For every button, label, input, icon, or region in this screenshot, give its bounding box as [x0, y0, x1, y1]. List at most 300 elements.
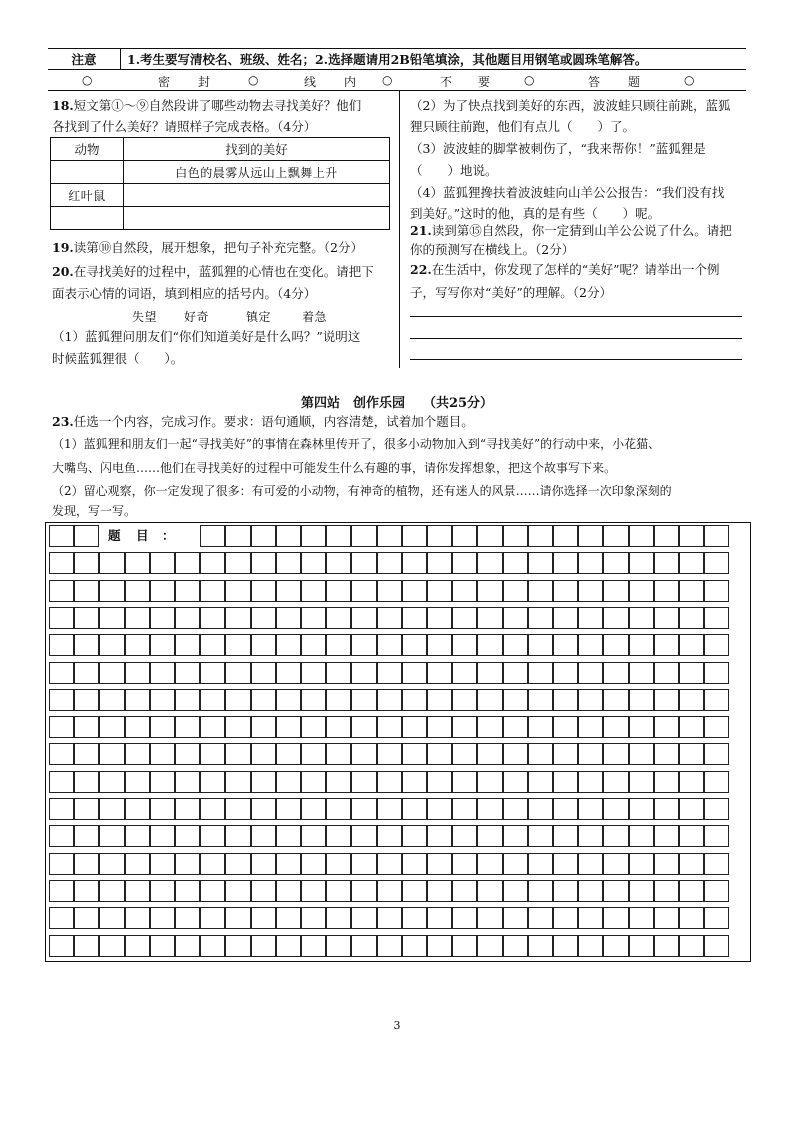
- grid-cell[interactable]: [326, 771, 351, 793]
- grid-cell[interactable]: [326, 525, 351, 547]
- grid-cell[interactable]: [175, 552, 200, 574]
- grid-cell[interactable]: [704, 580, 729, 602]
- grid-cell[interactable]: [503, 825, 528, 847]
- grid-cell[interactable]: [125, 552, 150, 574]
- grid-cell[interactable]: [49, 907, 74, 929]
- grid-cell[interactable]: [603, 607, 628, 629]
- grid-cell[interactable]: [74, 580, 99, 602]
- grid-cell[interactable]: [654, 825, 679, 847]
- grid-cell[interactable]: [578, 853, 603, 875]
- grid-cell[interactable]: [301, 743, 326, 765]
- grid-cell[interactable]: [402, 743, 427, 765]
- grid-cell[interactable]: [99, 580, 124, 602]
- grid-cell[interactable]: [351, 662, 376, 684]
- grid-cell[interactable]: [452, 771, 477, 793]
- grid-cell[interactable]: [200, 525, 225, 547]
- grid-cell[interactable]: [603, 771, 628, 793]
- grid-cell[interactable]: [452, 907, 477, 929]
- grid-cell[interactable]: [377, 525, 402, 547]
- grid-cell[interactable]: [654, 580, 679, 602]
- grid-cell[interactable]: [427, 853, 452, 875]
- grid-cell[interactable]: [452, 935, 477, 957]
- grid-cell[interactable]: [125, 798, 150, 820]
- grid-cell[interactable]: [654, 880, 679, 902]
- grid-cell[interactable]: [603, 689, 628, 711]
- grid-cell[interactable]: [603, 853, 628, 875]
- grid-cell[interactable]: [654, 935, 679, 957]
- grid-cell[interactable]: [200, 771, 225, 793]
- grid-cell[interactable]: [125, 743, 150, 765]
- grid-cell[interactable]: [251, 907, 276, 929]
- grid-cell[interactable]: [326, 743, 351, 765]
- grid-cell[interactable]: [49, 607, 74, 629]
- grid-cell[interactable]: [553, 716, 578, 738]
- grid-cell[interactable]: [654, 716, 679, 738]
- grid-cell[interactable]: [225, 771, 250, 793]
- grid-cell[interactable]: [74, 716, 99, 738]
- grid-cell[interactable]: [351, 607, 376, 629]
- grid-cell[interactable]: [74, 771, 99, 793]
- grid-cell[interactable]: [629, 662, 654, 684]
- grid-cell[interactable]: [377, 580, 402, 602]
- grid-cell[interactable]: [503, 552, 528, 574]
- grid-cell[interactable]: [452, 525, 477, 547]
- grid-cell[interactable]: [150, 552, 175, 574]
- grid-cell[interactable]: [99, 771, 124, 793]
- grid-cell[interactable]: [125, 853, 150, 875]
- grid-cell[interactable]: [74, 525, 99, 547]
- grid-cell[interactable]: [477, 689, 502, 711]
- grid-cell[interactable]: [503, 798, 528, 820]
- grid-cell[interactable]: [301, 580, 326, 602]
- grid-cell[interactable]: [427, 607, 452, 629]
- grid-cell[interactable]: [477, 662, 502, 684]
- grid-cell[interactable]: [553, 743, 578, 765]
- grid-cell[interactable]: [452, 825, 477, 847]
- grid-cell[interactable]: [301, 880, 326, 902]
- grid-cell[interactable]: [477, 853, 502, 875]
- grid-cell[interactable]: [351, 907, 376, 929]
- grid-cell[interactable]: [452, 798, 477, 820]
- grid-cell[interactable]: [704, 743, 729, 765]
- grid-cell[interactable]: [326, 607, 351, 629]
- grid-cell[interactable]: [99, 935, 124, 957]
- grid-cell[interactable]: [377, 607, 402, 629]
- grid-cell[interactable]: [704, 825, 729, 847]
- grid-cell[interactable]: [49, 716, 74, 738]
- grid-cell[interactable]: [503, 689, 528, 711]
- grid-cell[interactable]: [679, 771, 704, 793]
- grid-cell[interactable]: [251, 662, 276, 684]
- grid-cell[interactable]: [427, 825, 452, 847]
- grid-cell[interactable]: [150, 634, 175, 656]
- grid-cell[interactable]: [150, 580, 175, 602]
- grid-cell[interactable]: [704, 853, 729, 875]
- grid-cell[interactable]: [351, 798, 376, 820]
- grid-cell[interactable]: [528, 716, 553, 738]
- table-cell[interactable]: [51, 207, 124, 230]
- grid-cell[interactable]: [175, 907, 200, 929]
- grid-cell[interactable]: [251, 743, 276, 765]
- grid-cell[interactable]: [200, 552, 225, 574]
- grid-cell[interactable]: [175, 634, 200, 656]
- grid-cell[interactable]: [629, 771, 654, 793]
- grid-cell[interactable]: [578, 907, 603, 929]
- grid-cell[interactable]: [629, 907, 654, 929]
- grid-cell[interactable]: [99, 825, 124, 847]
- grid-cell[interactable]: [251, 580, 276, 602]
- grid-cell[interactable]: [377, 907, 402, 929]
- grid-cell[interactable]: [377, 880, 402, 902]
- grid-cell[interactable]: [200, 607, 225, 629]
- grid-cell[interactable]: [704, 662, 729, 684]
- table-cell[interactable]: [124, 184, 390, 207]
- grid-cell[interactable]: [251, 607, 276, 629]
- grid-cell[interactable]: [301, 634, 326, 656]
- grid-cell[interactable]: [175, 935, 200, 957]
- grid-cell[interactable]: [301, 607, 326, 629]
- grid-cell[interactable]: [125, 880, 150, 902]
- grid-cell[interactable]: [654, 771, 679, 793]
- grid-cell[interactable]: [175, 743, 200, 765]
- grid-cell[interactable]: [225, 662, 250, 684]
- grid-cell[interactable]: [679, 825, 704, 847]
- grid-cell[interactable]: [704, 607, 729, 629]
- grid-cell[interactable]: [654, 634, 679, 656]
- grid-cell[interactable]: [402, 580, 427, 602]
- grid-cell[interactable]: [377, 771, 402, 793]
- grid-cell[interactable]: [276, 935, 301, 957]
- grid-cell[interactable]: [679, 716, 704, 738]
- grid-cell[interactable]: [74, 634, 99, 656]
- grid-cell[interactable]: [704, 689, 729, 711]
- grid-cell[interactable]: [351, 525, 376, 547]
- grid-cell[interactable]: [528, 907, 553, 929]
- grid-cell[interactable]: [528, 771, 553, 793]
- grid-cell[interactable]: [175, 662, 200, 684]
- grid-cell[interactable]: [603, 743, 628, 765]
- grid-cell[interactable]: [629, 607, 654, 629]
- grid-cell[interactable]: [200, 798, 225, 820]
- grid-cell[interactable]: [125, 907, 150, 929]
- grid-cell[interactable]: [402, 825, 427, 847]
- grid-cell[interactable]: [175, 716, 200, 738]
- grid-cell[interactable]: [125, 607, 150, 629]
- grid-cell[interactable]: [503, 662, 528, 684]
- grid-cell[interactable]: [175, 798, 200, 820]
- answer-line[interactable]: [410, 359, 742, 360]
- grid-cell[interactable]: [452, 689, 477, 711]
- grid-cell[interactable]: [49, 935, 74, 957]
- grid-cell[interactable]: [452, 880, 477, 902]
- grid-cell[interactable]: [704, 880, 729, 902]
- grid-cell[interactable]: [377, 743, 402, 765]
- grid-cell[interactable]: [603, 662, 628, 684]
- grid-cell[interactable]: [351, 580, 376, 602]
- grid-cell[interactable]: [477, 935, 502, 957]
- grid-cell[interactable]: [251, 634, 276, 656]
- grid-cell[interactable]: [351, 634, 376, 656]
- grid-cell[interactable]: [351, 825, 376, 847]
- grid-cell[interactable]: [200, 853, 225, 875]
- grid-cell[interactable]: [276, 662, 301, 684]
- grid-cell[interactable]: [99, 634, 124, 656]
- answer-line[interactable]: [410, 338, 742, 339]
- grid-cell[interactable]: [402, 853, 427, 875]
- grid-cell[interactable]: [150, 743, 175, 765]
- grid-cell[interactable]: [125, 825, 150, 847]
- grid-cell[interactable]: [99, 689, 124, 711]
- grid-cell[interactable]: [251, 825, 276, 847]
- grid-cell[interactable]: [49, 771, 74, 793]
- grid-cell[interactable]: [603, 580, 628, 602]
- grid-cell[interactable]: [200, 743, 225, 765]
- grid-cell[interactable]: [276, 525, 301, 547]
- grid-cell[interactable]: [553, 689, 578, 711]
- grid-cell[interactable]: [528, 825, 553, 847]
- grid-cell[interactable]: [427, 525, 452, 547]
- grid-cell[interactable]: [503, 853, 528, 875]
- grid-cell[interactable]: [351, 689, 376, 711]
- grid-cell[interactable]: [351, 880, 376, 902]
- grid-cell[interactable]: [578, 825, 603, 847]
- grid-cell[interactable]: [679, 743, 704, 765]
- grid-cell[interactable]: [251, 798, 276, 820]
- grid-cell[interactable]: [301, 935, 326, 957]
- grid-cell[interactable]: [200, 716, 225, 738]
- grid-cell[interactable]: [578, 716, 603, 738]
- grid-cell[interactable]: [629, 880, 654, 902]
- grid-cell[interactable]: [276, 798, 301, 820]
- grid-cell[interactable]: [326, 935, 351, 957]
- grid-cell[interactable]: [225, 525, 250, 547]
- grid-cell[interactable]: [402, 771, 427, 793]
- grid-cell[interactable]: [553, 607, 578, 629]
- grid-cell[interactable]: [477, 716, 502, 738]
- grid-cell[interactable]: [49, 634, 74, 656]
- grid-cell[interactable]: [377, 634, 402, 656]
- grid-cell[interactable]: [200, 907, 225, 929]
- grid-cell[interactable]: [125, 634, 150, 656]
- grid-cell[interactable]: [351, 771, 376, 793]
- grid-cell[interactable]: [578, 525, 603, 547]
- grid-cell[interactable]: [251, 853, 276, 875]
- grid-cell[interactable]: [603, 552, 628, 574]
- grid-cell[interactable]: [74, 689, 99, 711]
- grid-cell[interactable]: [301, 907, 326, 929]
- grid-cell[interactable]: [629, 689, 654, 711]
- grid-cell[interactable]: [477, 771, 502, 793]
- grid-cell[interactable]: [175, 853, 200, 875]
- grid-cell[interactable]: [654, 743, 679, 765]
- grid-cell[interactable]: [603, 825, 628, 847]
- grid-cell[interactable]: [276, 689, 301, 711]
- grid-cell[interactable]: [704, 935, 729, 957]
- grid-cell[interactable]: [175, 607, 200, 629]
- grid-cell[interactable]: [402, 607, 427, 629]
- grid-cell[interactable]: [301, 552, 326, 574]
- grid-cell[interactable]: [402, 880, 427, 902]
- grid-cell[interactable]: [49, 552, 74, 574]
- grid-cell[interactable]: [528, 743, 553, 765]
- grid-cell[interactable]: [402, 689, 427, 711]
- grid-cell[interactable]: [578, 580, 603, 602]
- grid-cell[interactable]: [654, 607, 679, 629]
- grid-cell[interactable]: [351, 552, 376, 574]
- grid-cell[interactable]: [150, 716, 175, 738]
- grid-cell[interactable]: [377, 662, 402, 684]
- grid-cell[interactable]: [603, 634, 628, 656]
- grid-cell[interactable]: [528, 853, 553, 875]
- grid-cell[interactable]: [200, 880, 225, 902]
- grid-cell[interactable]: [427, 880, 452, 902]
- grid-cell[interactable]: [276, 607, 301, 629]
- grid-cell[interactable]: [704, 716, 729, 738]
- grid-cell[interactable]: [679, 880, 704, 902]
- grid-cell[interactable]: [477, 525, 502, 547]
- grid-cell[interactable]: [553, 935, 578, 957]
- grid-cell[interactable]: [679, 607, 704, 629]
- grid-cell[interactable]: [654, 552, 679, 574]
- grid-cell[interactable]: [276, 743, 301, 765]
- grid-cell[interactable]: [99, 743, 124, 765]
- grid-cell[interactable]: [452, 580, 477, 602]
- grid-cell[interactable]: [553, 798, 578, 820]
- grid-cell[interactable]: [679, 634, 704, 656]
- grid-cell[interactable]: [477, 907, 502, 929]
- grid-cell[interactable]: [301, 525, 326, 547]
- grid-cell[interactable]: [326, 853, 351, 875]
- grid-cell[interactable]: [603, 525, 628, 547]
- grid-cell[interactable]: [125, 716, 150, 738]
- grid-cell[interactable]: [150, 853, 175, 875]
- grid-cell[interactable]: [477, 552, 502, 574]
- grid-cell[interactable]: [503, 935, 528, 957]
- grid-cell[interactable]: [578, 634, 603, 656]
- grid-cell[interactable]: [503, 880, 528, 902]
- grid-cell[interactable]: [578, 662, 603, 684]
- grid-cell[interactable]: [553, 662, 578, 684]
- answer-line[interactable]: [410, 316, 742, 317]
- grid-cell[interactable]: [452, 716, 477, 738]
- grid-cell[interactable]: [528, 580, 553, 602]
- grid-cell[interactable]: [629, 798, 654, 820]
- grid-cell[interactable]: [276, 580, 301, 602]
- grid-cell[interactable]: [225, 716, 250, 738]
- grid-cell[interactable]: [452, 743, 477, 765]
- grid-cell[interactable]: [326, 580, 351, 602]
- grid-cell[interactable]: [251, 525, 276, 547]
- grid-cell[interactable]: [578, 935, 603, 957]
- grid-cell[interactable]: [679, 525, 704, 547]
- grid-cell[interactable]: [528, 689, 553, 711]
- grid-cell[interactable]: [528, 634, 553, 656]
- grid-cell[interactable]: [679, 907, 704, 929]
- grid-cell[interactable]: [704, 798, 729, 820]
- grid-cell[interactable]: [150, 689, 175, 711]
- grid-cell[interactable]: [477, 798, 502, 820]
- grid-cell[interactable]: [351, 935, 376, 957]
- grid-cell[interactable]: [704, 907, 729, 929]
- grid-cell[interactable]: [377, 825, 402, 847]
- grid-cell[interactable]: [654, 525, 679, 547]
- grid-cell[interactable]: [49, 798, 74, 820]
- grid-cell[interactable]: [200, 634, 225, 656]
- grid-cell[interactable]: [74, 607, 99, 629]
- grid-cell[interactable]: [679, 552, 704, 574]
- grid-cell[interactable]: [49, 743, 74, 765]
- grid-cell[interactable]: [326, 907, 351, 929]
- grid-cell[interactable]: [125, 580, 150, 602]
- grid-cell[interactable]: [553, 580, 578, 602]
- grid-cell[interactable]: [553, 907, 578, 929]
- grid-cell[interactable]: [251, 935, 276, 957]
- grid-cell[interactable]: [654, 689, 679, 711]
- grid-cell[interactable]: [427, 552, 452, 574]
- grid-cell[interactable]: [150, 935, 175, 957]
- grid-cell[interactable]: [603, 798, 628, 820]
- grid-cell[interactable]: [377, 853, 402, 875]
- grid-cell[interactable]: [200, 662, 225, 684]
- grid-cell[interactable]: [679, 662, 704, 684]
- grid-cell[interactable]: [175, 880, 200, 902]
- grid-cell[interactable]: [477, 607, 502, 629]
- grid-cell[interactable]: [351, 743, 376, 765]
- grid-cell[interactable]: [326, 689, 351, 711]
- grid-cell[interactable]: [301, 798, 326, 820]
- grid-cell[interactable]: [477, 743, 502, 765]
- grid-cell[interactable]: [629, 580, 654, 602]
- grid-cell[interactable]: [402, 935, 427, 957]
- grid-cell[interactable]: [74, 662, 99, 684]
- grid-cell[interactable]: [629, 525, 654, 547]
- grid-cell[interactable]: [629, 743, 654, 765]
- grid-cell[interactable]: [276, 634, 301, 656]
- grid-cell[interactable]: [427, 716, 452, 738]
- grid-cell[interactable]: [679, 798, 704, 820]
- grid-cell[interactable]: [377, 552, 402, 574]
- grid-cell[interactable]: [74, 743, 99, 765]
- grid-cell[interactable]: [629, 552, 654, 574]
- grid-cell[interactable]: [74, 853, 99, 875]
- grid-cell[interactable]: [150, 880, 175, 902]
- grid-cell[interactable]: [301, 716, 326, 738]
- grid-cell[interactable]: [528, 662, 553, 684]
- grid-cell[interactable]: [629, 634, 654, 656]
- grid-cell[interactable]: [251, 771, 276, 793]
- grid-cell[interactable]: [225, 580, 250, 602]
- grid-cell[interactable]: [679, 935, 704, 957]
- grid-cell[interactable]: [301, 771, 326, 793]
- grid-cell[interactable]: [503, 525, 528, 547]
- grid-cell[interactable]: [503, 771, 528, 793]
- grid-cell[interactable]: [427, 771, 452, 793]
- grid-cell[interactable]: [251, 716, 276, 738]
- grid-cell[interactable]: [125, 662, 150, 684]
- grid-cell[interactable]: [225, 552, 250, 574]
- grid-cell[interactable]: [503, 907, 528, 929]
- grid-cell[interactable]: [74, 552, 99, 574]
- grid-cell[interactable]: [477, 880, 502, 902]
- grid-cell[interactable]: [125, 771, 150, 793]
- grid-cell[interactable]: [503, 716, 528, 738]
- grid-cell[interactable]: [301, 662, 326, 684]
- grid-cell[interactable]: [629, 716, 654, 738]
- grid-cell[interactable]: [402, 525, 427, 547]
- grid-cell[interactable]: [402, 662, 427, 684]
- grid-cell[interactable]: [427, 662, 452, 684]
- grid-cell[interactable]: [704, 634, 729, 656]
